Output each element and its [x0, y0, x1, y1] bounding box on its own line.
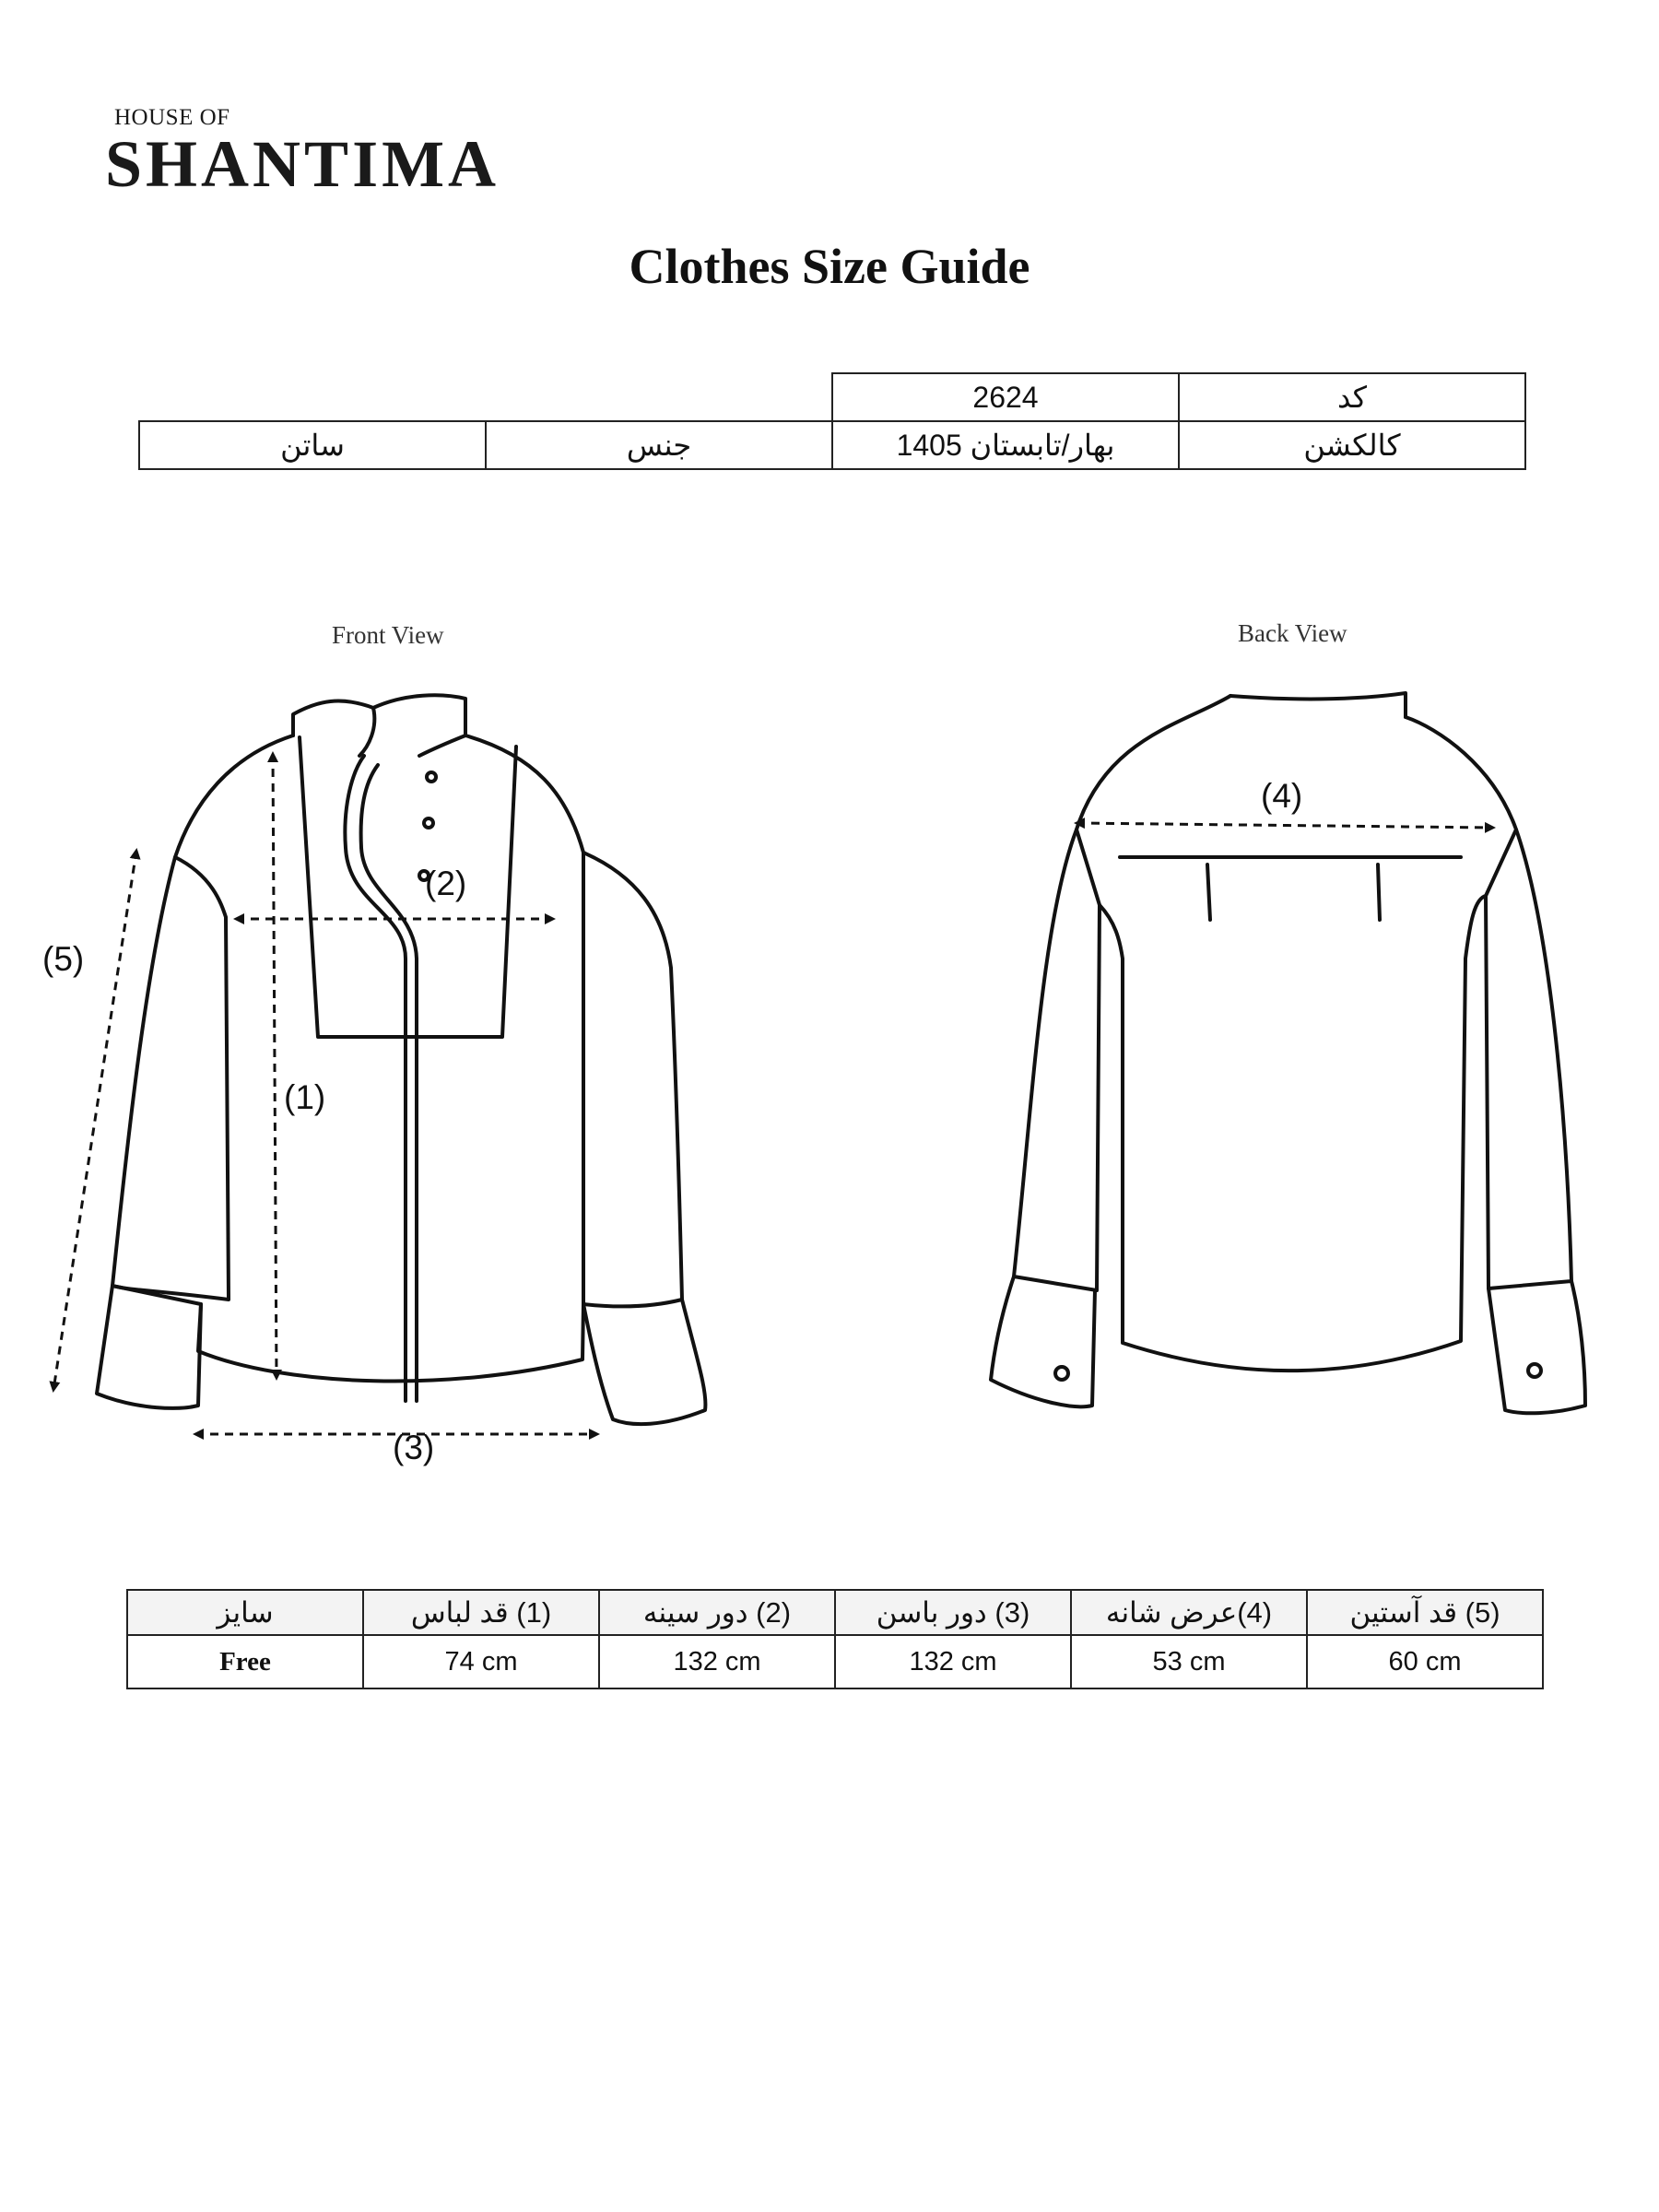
dress-length-value: 74 cm [363, 1635, 599, 1688]
measure-5-label: (5) [42, 940, 85, 978]
header-shoulder: (4)عرض شانه [1071, 1590, 1307, 1635]
header-sleeve: (5) قد آستین [1307, 1590, 1543, 1635]
front-shirt-drawing [97, 695, 705, 1424]
front-bib [300, 737, 516, 1037]
brand-logo: SHANTIMA [105, 127, 500, 201]
front-placket [345, 756, 406, 1401]
size-table [126, 1589, 1544, 1689]
shoulder-value: 53 cm [1071, 1635, 1307, 1688]
hip-value: 132 cm [835, 1635, 1071, 1688]
back-right-sleeve [1486, 830, 1571, 1288]
measure-4-arrow [1077, 823, 1493, 828]
front-left-cuff [97, 1286, 201, 1408]
code-label: کد [1179, 373, 1525, 421]
sleeve-value: 60 cm [1307, 1635, 1543, 1688]
measure-2-label: (2) [425, 865, 467, 902]
measure-5-arrow [53, 851, 136, 1390]
front-right-sleeve [583, 853, 682, 1306]
collection-label: کالکشن [1179, 421, 1525, 469]
header-sleeve-length: سایز [127, 1590, 363, 1635]
measure-3-label: (3) [393, 1429, 435, 1466]
material-label: جنس [486, 421, 832, 469]
header-hip: (3) دور باسن [835, 1590, 1071, 1635]
back-right-cuff [1488, 1281, 1585, 1413]
front-right-cuff [583, 1300, 705, 1424]
front-left-sleeve [112, 857, 229, 1300]
header-chest: (2) دور سینه [599, 1590, 835, 1635]
measure-4-label: (4) [1261, 777, 1303, 815]
chest-value: 132 cm [599, 1635, 835, 1688]
code-value: 2624 [832, 373, 1179, 421]
back-left-cuff [991, 1277, 1095, 1406]
collection-value: بهار/تابستان 1405 [832, 421, 1179, 469]
brand-tagline: HOUSE OF [114, 105, 230, 130]
measure-1-arrow [273, 754, 276, 1378]
page-title: Clothes Size Guide [629, 239, 1030, 294]
front-view-label: Front View [332, 621, 444, 649]
material-value: ساتن [139, 421, 486, 469]
back-view-label: Back View [1238, 619, 1347, 647]
back-collar [1230, 693, 1406, 717]
measure-1-label: (1) [284, 1078, 326, 1116]
front-collar [293, 695, 465, 735]
back-left-sleeve [1014, 830, 1100, 1290]
header-dress-length: (1) قد لباس [363, 1590, 599, 1635]
size-value: Free [127, 1635, 363, 1688]
